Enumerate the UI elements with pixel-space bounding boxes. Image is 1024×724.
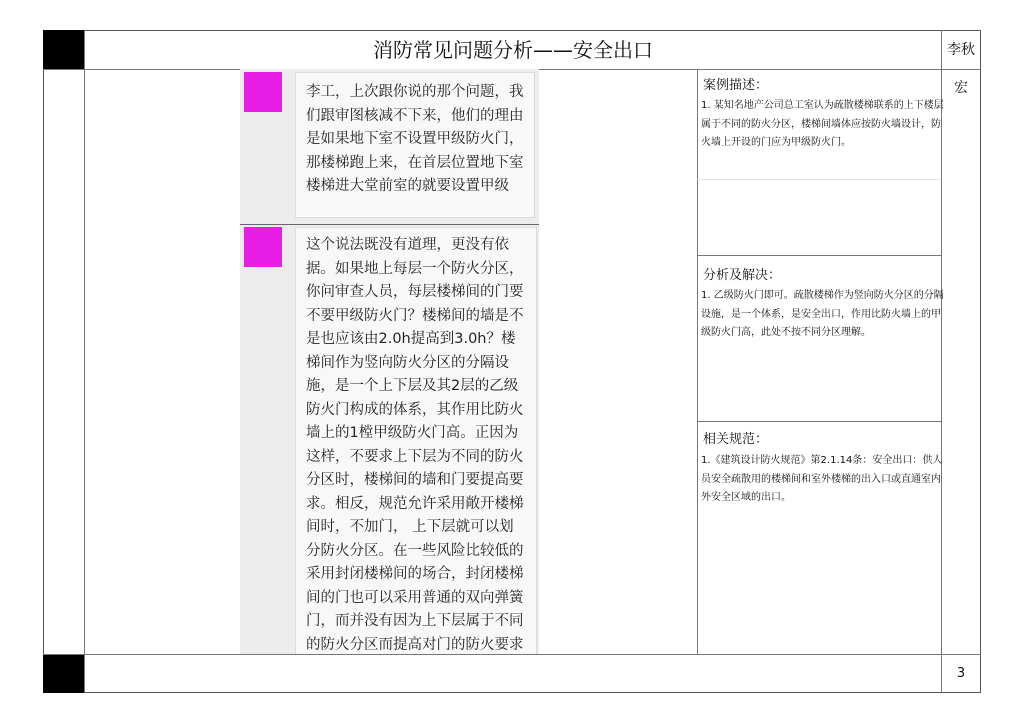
analysis-body: 1. 乙级防火门即可。疏散楼梯作为竖向防火分区的分隔设施，是一个体系，是安全出口，作用比防火墙上的甲级防火门高，此处不按不同分区理解。	[701, 290, 944, 338]
footer-corner-block	[43, 654, 84, 693]
panel-section-divider-2	[697, 421, 941, 422]
chat-bubble-text: 这个说法既没有道理，更没有依据。如果地上每层一个防火分区，你问审查人员，每层楼梯间的门要不要甲级防火门？楼梯间的墙是不是也应该由2.0h提高到3.0h？楼梯间作为竖向防火分区的分隔设施，是一个上下层及其2层的乙级防火门构成的体系，其作用比防火墙上的1樘甲级防火门高。正因为这样，不要求上下层为不同的防火分区时，楼梯间的墙和门要提高要求。相反，规范允许采用敞开楼梯间时，不加门， 上下层就可以划分防火分区。在一些风险比较低的采用封闭楼梯间的场合，封闭楼梯间的门也可以采用普通的双向弹簧门，而并没有因为上下层属于不同的防火分区而提高对门的防火要求	[295, 227, 537, 654]
avatar	[244, 227, 282, 267]
panel-faint-divider	[697, 179, 941, 180]
analysis-heading: 分析及解决：	[703, 268, 782, 283]
chat-message-2	[240, 225, 539, 654]
footer-divider	[43, 654, 981, 655]
case-description-heading: 案例描述：	[703, 78, 769, 93]
code-reference-body: 1.《建筑设计防火规范》第2.1.14条：安全出口：供人员安全疏散用的楼梯间和室外楼梯的出入口或直通室内外安全区域的出口。	[701, 455, 943, 503]
page-number: 3	[956, 666, 966, 681]
author-name: 李秋宏	[947, 42, 975, 96]
chat-bubble-text: 李工，上次跟你说的那个问题，我们跟审图核减不下来，他们的理由是如果地下室不设置甲级防火门，那楼梯跑上来，在首层位置地下室楼梯进大堂前室的就要设置甲级	[295, 72, 535, 218]
avatar	[244, 72, 282, 112]
left-margin-line	[84, 30, 85, 693]
page-title: 消防常见问题分析——安全出口	[373, 38, 653, 62]
panel-section-divider-1	[697, 255, 941, 256]
case-description-body: 1. 某知名地产公司总工室认为疏散楼梯联系的上下楼层属于不同的防火分区，楼梯间墙体应按防火墙设计，防火墙上开设的门应为甲级防火门。	[701, 100, 944, 148]
chat-message-1	[240, 69, 539, 224]
code-reference-heading: 相关规范：	[703, 432, 769, 447]
header-corner-block	[43, 30, 84, 70]
panel-divider	[697, 69, 698, 654]
